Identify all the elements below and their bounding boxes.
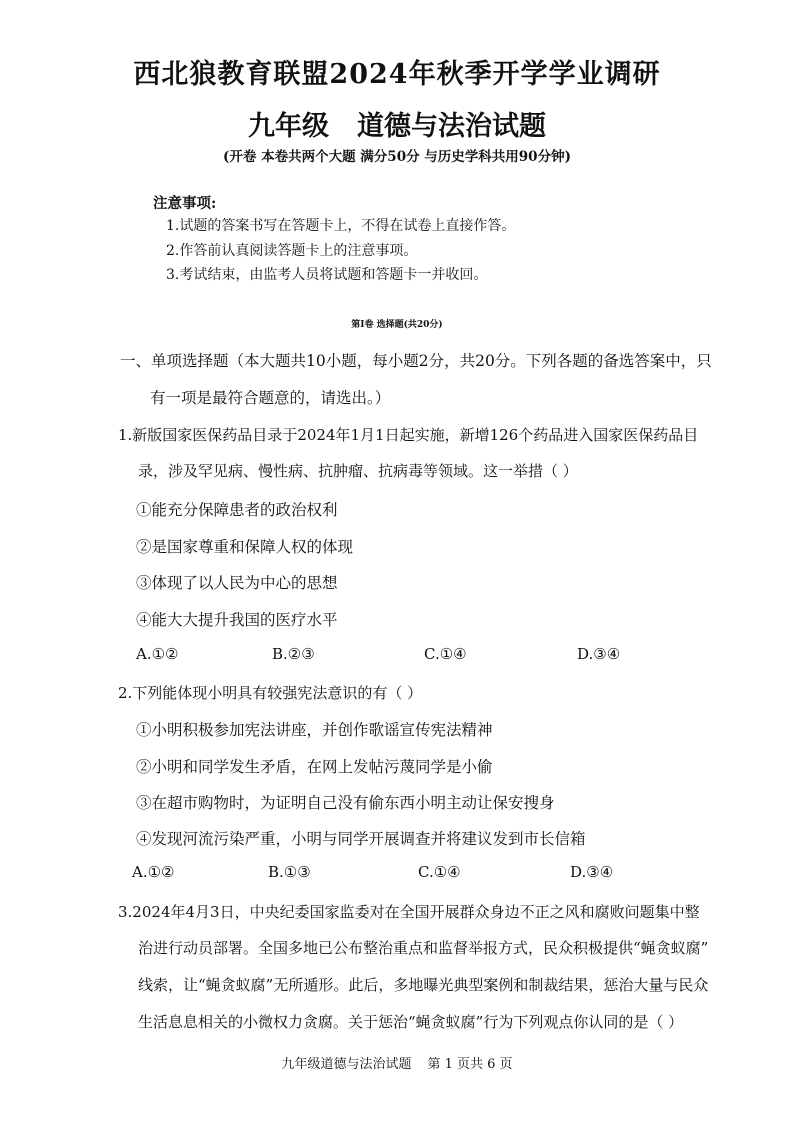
question-stem: 2.下列能体现小明具有较强宪法意识的有（ ）	[118, 684, 423, 702]
footer-subject: 九年级道德与法治试题	[281, 1057, 412, 1072]
part1-heading: 第Ⅰ卷 选择题(共20分)	[351, 320, 443, 330]
notice-item: 1.试题的答案书写在答题卡上，不得在试卷上直接作答。	[166, 218, 516, 234]
choice-d: D.③④	[577, 645, 621, 663]
choice-b: B.①③	[268, 863, 311, 881]
choice-c: C.①④	[424, 645, 467, 663]
exam-subtitle	[0, 104, 794, 143]
notice-heading: 注意事项:	[153, 195, 217, 212]
statement: ④能大大提升我国的医疗水平	[136, 611, 338, 629]
section-instruction: 有一项是最符合题意的，请选出。）	[150, 389, 391, 407]
statement: ④发现河流污染严重，小明与同学开展调查并将建议发到市长信箱	[136, 830, 586, 848]
question-stem: 3.2024年4月3日，中央纪委国家监委对在全国开展群众身边不正之风和腐败问题集中整	[118, 903, 700, 921]
question-stem: 线索，让“蝇贪蚁腐”无所遁形。此后，多地曝光典型案例和制裁结果，惩治大量与民众	[138, 976, 709, 994]
question-stem: 治进行动员部署。全国多地已公布整治重点和监督举报方式，民众积极提供“蝇贪蚁腐”	[138, 939, 709, 957]
question-stem: 1.新版国家医保药品目录于2024年1月1日起实施，新增126个药品进入国家医保药品目	[118, 426, 699, 444]
statement: ③在超市购物时，为证明自己没有偷东西小明主动让保安搜身	[136, 794, 555, 812]
section-instruction: 一、单项选择题（本大题共10小题，每小题2分，共20分。下列各题的备选答案中，只	[120, 352, 712, 370]
choice-d: D.③④	[570, 863, 614, 881]
choice-a: A.①②	[132, 863, 175, 881]
statement: ①小明积极参加宪法讲座，并创作歌谣宣传宪法精神	[136, 721, 493, 739]
choice-b: B.②③	[272, 645, 315, 663]
statement: ③体现了以人民为中心的思想	[136, 574, 338, 592]
subject-label: 道德与法治试题	[357, 111, 546, 142]
statement: ②是国家尊重和保障人权的体现	[136, 538, 354, 556]
grade-label: 九年级	[248, 111, 329, 142]
question-stem: 录，涉及罕见病、慢性病、抗肿瘤、抗病毒等领域。这一举措（ ）	[138, 462, 578, 480]
statement: ②小明和同学发生矛盾，在网上发帖污蔑同学是小偷	[136, 758, 493, 776]
notice-item: 3.考试结束，由监考人员将试题和答题卡一并收回。	[166, 267, 488, 283]
page-footer	[0, 1053, 794, 1072]
exam-title: 西北狼教育联盟2024年秋季开学学业调研	[133, 59, 661, 90]
exam-info: (开卷 本卷共两个大题 满分50分 与历史学科共用90分钟)	[223, 149, 571, 165]
statement: ①能充分保障患者的政治权利	[136, 501, 338, 519]
page-number: 第 1 页共 6 页	[427, 1057, 513, 1072]
notice-item: 2.作答前认真阅读答题卡上的注意事项。	[166, 243, 418, 259]
choice-a: A.①②	[136, 645, 179, 663]
choice-c: C.①④	[418, 863, 461, 881]
question-stem: 生活息息相关的小微权力贪腐。关于惩治“蝇贪蚁腐”行为下列观点你认同的是（ ）	[138, 1013, 684, 1031]
